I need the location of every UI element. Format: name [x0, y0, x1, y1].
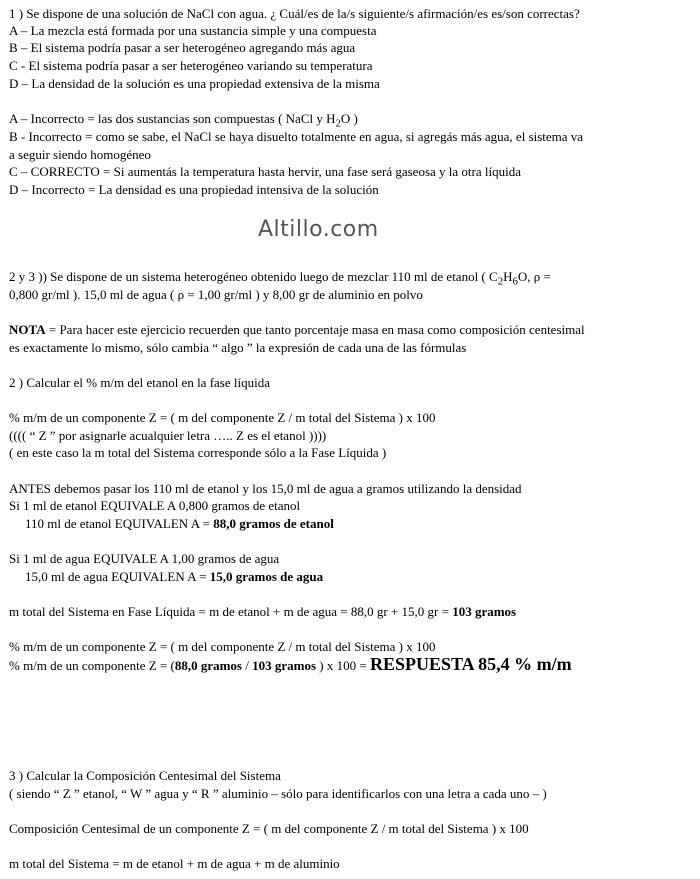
answer-c: C – CORRECTO = Si aumentás la temperatura hasta hervir, una fase será gaseosa y la otra líquida	[9, 164, 521, 179]
mtotal-grams: 103 gramos	[452, 604, 517, 619]
ethanol-equiv-text: 110 ml de etanol EQUIVALEN A =	[25, 516, 214, 531]
q2-antes: ANTES debemos pasar los 110 ml de etanol y los 15,0 ml de agua a gramos utilizando la densidad	[9, 481, 522, 496]
q2-result	[9, 656, 572, 674]
option-c: C - El sistema podría pasar a ser heterogéneo variando su temperatura	[9, 58, 373, 73]
mtotal-text: m total del Sistema en Fase Líquida = m de etanol + m de agua = 88,0 gr + 15,0 gr =	[9, 604, 453, 619]
q2-formula-2: % m/m de un componente Z = ( m del componente Z / m total del Sistema ) x 100	[9, 639, 436, 654]
water-equiv-text: 15,0 ml de agua EQUIVALEN A =	[25, 569, 210, 584]
result-text-pre: % m/m de un componente Z = (	[9, 658, 175, 673]
option-d: D – La densidad de la solución es una propiedad extensiva de la misma	[9, 76, 380, 91]
q2-mtotal	[9, 603, 516, 620]
ethanol-grams: 88,0 gramos de etanol	[213, 516, 334, 531]
nota-line2: es exactamente lo mismo, sólo cambia “ algo ” la expresión de cada una de las fórmulas	[9, 340, 467, 355]
answer-b-line1: B - Incorrecto = como se sabe, el NaCl se haya disuelto totalmente en agua, si agregás más agua, el sistema va	[9, 129, 584, 144]
answer-d: D – Incorrecto = La densidad es una propiedad intensiva de la solución	[9, 182, 379, 197]
q3-note: ( siendo “ Z ” etanol, “ W ” agua y “ R ” aluminio – sólo para identificarlos con una letra a cada uno – )	[9, 786, 547, 801]
intro-h: H	[503, 269, 513, 284]
intro-text: 2 y 3 )) Se dispone de un sistema heterogéneo obtenido luego de mezclar 110 ml de etanol ( C	[9, 269, 498, 284]
option-a: A – La mezcla está formada por una sustancia simple y una compuesta	[9, 23, 377, 38]
answer-b-line2: a seguir siendo homogéneo	[9, 147, 151, 162]
answer-a-end: O )	[340, 111, 358, 126]
q2-note-1: (((( “ Z ” por asignarle acualquier letra ….. Z es el etanol ))))	[9, 428, 327, 443]
result-ethanol-grams: 88,0 gramos	[174, 658, 242, 673]
result-slash: /	[242, 658, 253, 673]
water-grams: 15,0 gramos de agua	[209, 569, 324, 584]
q3-formula: Composición Centesimal de un componente Z = ( m del componente Z / m total del Sistema ) x 100	[9, 821, 529, 836]
question-3-title: 3 ) Calcular la Composición Centesimal del Sistema	[9, 768, 281, 783]
answer-a-subscript: 2	[335, 117, 341, 130]
q2-ethanol-line2	[25, 515, 334, 532]
nota-text: = Para hacer este ejercicio recuerden que tanto porcentaje masa en masa como composición centesimal	[45, 322, 585, 337]
intro-sub-1: 2	[497, 275, 504, 288]
result-total-grams: 103 gramos	[252, 658, 317, 673]
nota-line1	[9, 321, 585, 338]
q2-note-2: ( en este caso la m total del Sistema corresponde sólo a la Fase Líquida )	[9, 445, 387, 460]
watermark-logo: Altillo.com	[258, 217, 379, 242]
option-b: B – El sistema podría pasar a ser heterogéneo agregando más agua	[9, 40, 356, 55]
question-2-title: 2 ) Calcular el % m/m del etanol en la fase líquida	[9, 375, 270, 390]
answer-a-main: A – Incorrecto = las dos sustancias son compuestas ( NaCl y H	[9, 111, 336, 126]
q2-water-line1: Si 1 ml de agua EQUIVALE A 1,00 gramos de agua	[9, 551, 280, 566]
result-answer: RESPUESTA 85,4 % m/m	[369, 654, 572, 674]
intro-sub-2: 6	[512, 275, 518, 288]
q3-mtotal: m total del Sistema = m de etanol + m de agua + m de aluminio	[9, 856, 340, 871]
nota-label: NOTA	[9, 322, 46, 337]
q2-formula: % m/m de un componente Z = ( m del componente Z / m total del Sistema ) x 100	[9, 410, 436, 425]
intro-end: O, ρ =	[517, 269, 551, 284]
question-23-intro-line2: 0,800 gr/ml ). 15,0 ml de agua ( ρ = 1,00 gr/ml ) y 8,00 gr de aluminio en polvo	[9, 287, 423, 302]
q2-ethanol-line1: Si 1 ml de etanol EQUIVALE A 0,800 gramos de etanol	[9, 498, 301, 513]
question-1-text: 1 ) Se dispone de una solución de NaCl con agua. ¿ Cuál/es de la/s siguiente/s afirmación/es es/son correctas?	[9, 6, 580, 21]
result-text-post: ) x 100 =	[316, 658, 370, 673]
q2-water-line2	[25, 568, 323, 585]
